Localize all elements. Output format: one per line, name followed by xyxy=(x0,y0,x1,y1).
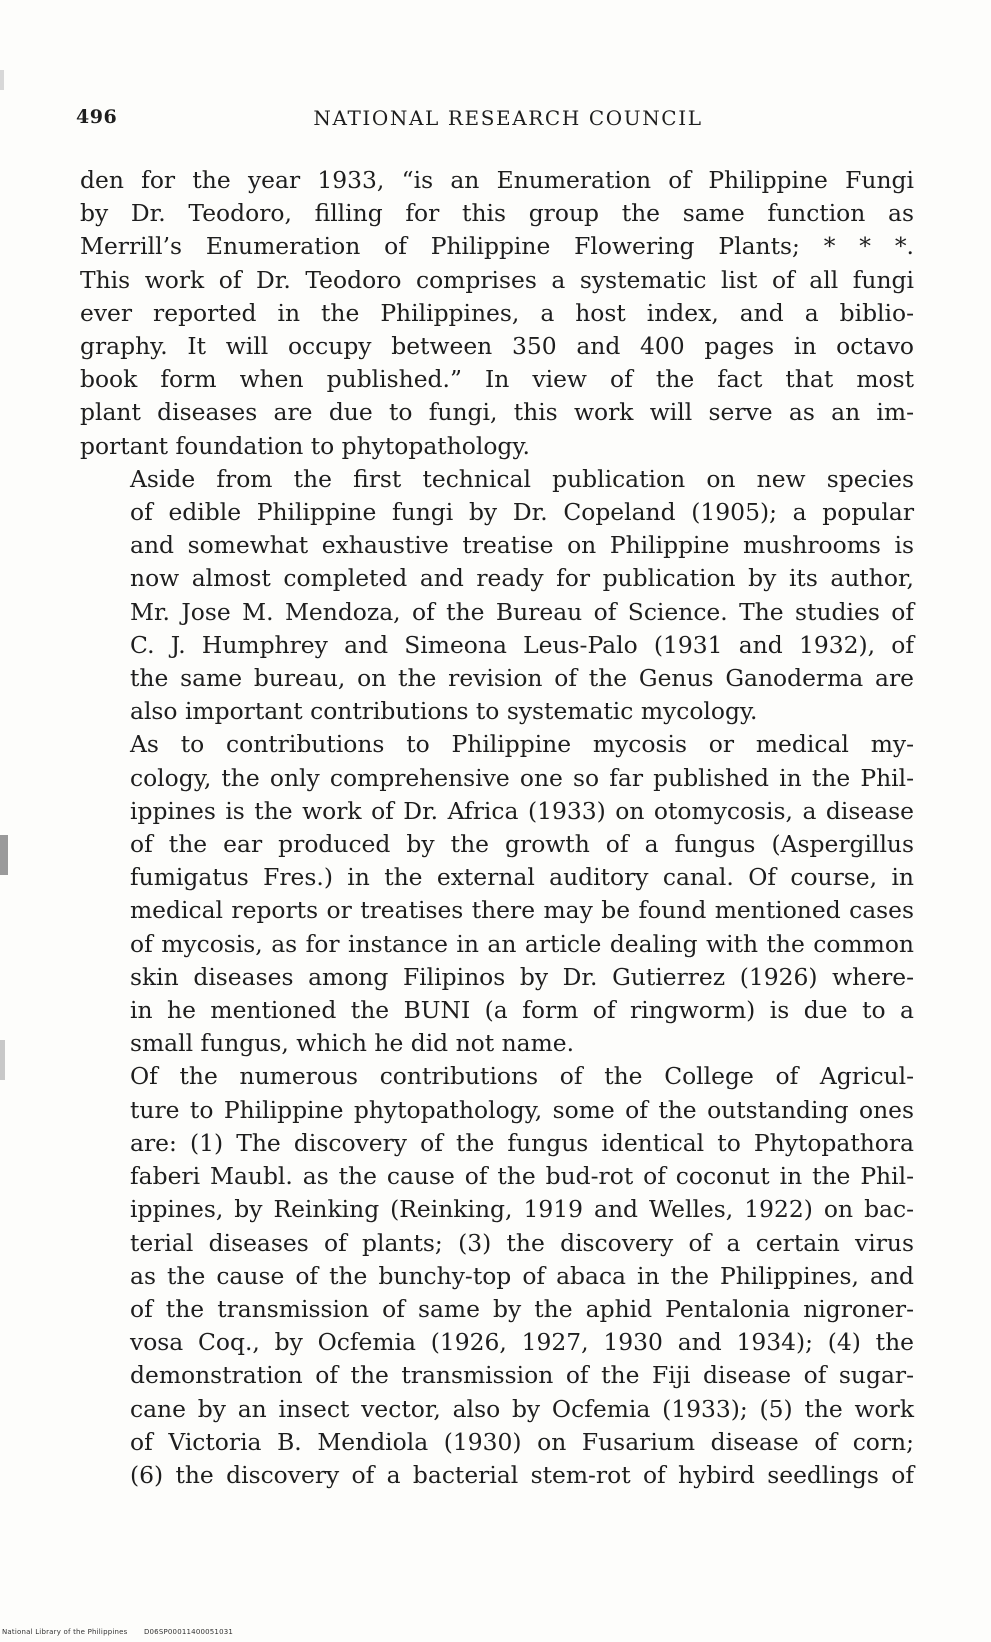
body-text xyxy=(80,164,914,1492)
text-line: fumigatus Fres.) in the external auditory canal. Of course, in xyxy=(130,863,914,892)
text-line: cane by an insect vector, also by Ocfemia (1933); (5) the work xyxy=(130,1394,914,1423)
library-credit: National Library of the Philippines xyxy=(2,1628,128,1636)
text-line: portant foundation to phytopathology. xyxy=(80,431,530,460)
page-header xyxy=(76,106,914,136)
text-line: ippines, by Reinking (Reinking, 1919 and Welles, 1922) on bac- xyxy=(130,1195,914,1224)
text-line: vosa Coq., by Ocfemia (1926, 1927, 1930 and 1934); (4) the xyxy=(130,1328,914,1357)
text-line: now almost completed and ready for publication by its author, xyxy=(130,564,914,593)
text-line: Merrill’s Enumeration of Philippine Flowering Plants; * * *. xyxy=(80,232,914,261)
text-line: Aside from the first technical publication on new species xyxy=(130,464,914,493)
text-line: ippines is the work of Dr. Africa (1933) on otomycosis, a disease xyxy=(130,796,914,825)
scan-footer xyxy=(2,1628,247,1636)
text-line: faberi Maubl. as the cause of the bud-rot of coconut in the Phil- xyxy=(130,1162,914,1191)
text-line: C. J. Humphrey and Simeona Leus-Palo (1931 and 1932), of xyxy=(130,630,914,659)
scan-edge-mark xyxy=(0,70,4,90)
paragraph xyxy=(80,1060,914,1492)
text-line: in he mentioned the BUNI (a form of ringworm) is due to a xyxy=(130,996,914,1025)
text-line: book form when published.” In view of the fact that most xyxy=(80,365,914,394)
text-line: graphy. It will occupy between 350 and 400 pages in octavo xyxy=(80,332,914,361)
scan-edge-mark xyxy=(0,835,8,875)
text-line: cology, the only comprehensive one so far published in the Phil- xyxy=(130,763,914,792)
text-line: ever reported in the Philippines, a host index, and a biblio- xyxy=(80,298,914,327)
text-line: small fungus, which he did not name. xyxy=(130,1029,575,1058)
text-line: As to contributions to Philippine mycosis or medical my- xyxy=(130,730,914,759)
text-line: Of the numerous contributions of the College of Agricul- xyxy=(130,1062,914,1091)
scan-edge-mark xyxy=(0,1040,5,1080)
paragraph xyxy=(80,164,914,463)
paragraph xyxy=(80,728,914,1060)
text-line: are: (1) The discovery of the fungus identical to Phytopathora xyxy=(130,1128,914,1157)
scan-code: D06SP00011400051031 xyxy=(143,1628,234,1636)
text-line: the same bureau, on the revision of the Genus Ganoderma are xyxy=(130,664,914,693)
text-line: of the transmission of same by the aphid Pentalonia nigroner- xyxy=(130,1294,914,1323)
text-line: also important contributions to systematic mycology. xyxy=(130,697,758,726)
text-line: medical reports or treatises there may be found mentioned cases xyxy=(130,896,914,925)
text-line: and somewhat exhaustive treatise on Philippine mushrooms is xyxy=(130,531,914,560)
running-head: NATIONAL RESEARCH COUNCIL xyxy=(313,106,703,130)
text-line: as the cause of the bunchy-top of abaca in the Philippines, and xyxy=(130,1261,914,1290)
text-line: (6) the discovery of a bacterial stem-rot of hybird seedlings of xyxy=(130,1460,914,1489)
text-line: of the ear produced by the growth of a fungus (Aspergillus xyxy=(130,830,914,859)
text-line: of edible Philippine fungi by Dr. Copeland (1905); a popular xyxy=(130,498,914,527)
text-line: of Victoria B. Mendiola (1930) on Fusarium disease of corn; xyxy=(130,1427,914,1456)
text-line: ture to Philippine phytopathology, some of the outstanding ones xyxy=(130,1095,914,1124)
text-line: by Dr. Teodoro, filling for this group the same function as xyxy=(80,199,914,228)
text-line: demonstration of the transmission of the Fiji disease of sugar- xyxy=(130,1361,914,1390)
text-line: skin diseases among Filipinos by Dr. Gutierrez (1926) where- xyxy=(130,962,914,991)
text-line: den for the year 1933, “is an Enumeration of Philippine Fungi xyxy=(80,166,914,194)
page-number: 496 xyxy=(76,106,118,128)
text-line: of mycosis, as for instance in an article dealing with the common xyxy=(130,929,914,958)
text-line: plant diseases are due to fungi, this work will serve as an im- xyxy=(80,398,914,427)
text-line: terial diseases of plants; (3) the discovery of a certain virus xyxy=(130,1228,914,1257)
text-line: Mr. Jose M. Mendoza, of the Bureau of Science. The studies of xyxy=(130,597,914,626)
text-line: This work of Dr. Teodoro comprises a systematic list of all fungi xyxy=(80,265,914,294)
paragraph xyxy=(80,463,914,729)
